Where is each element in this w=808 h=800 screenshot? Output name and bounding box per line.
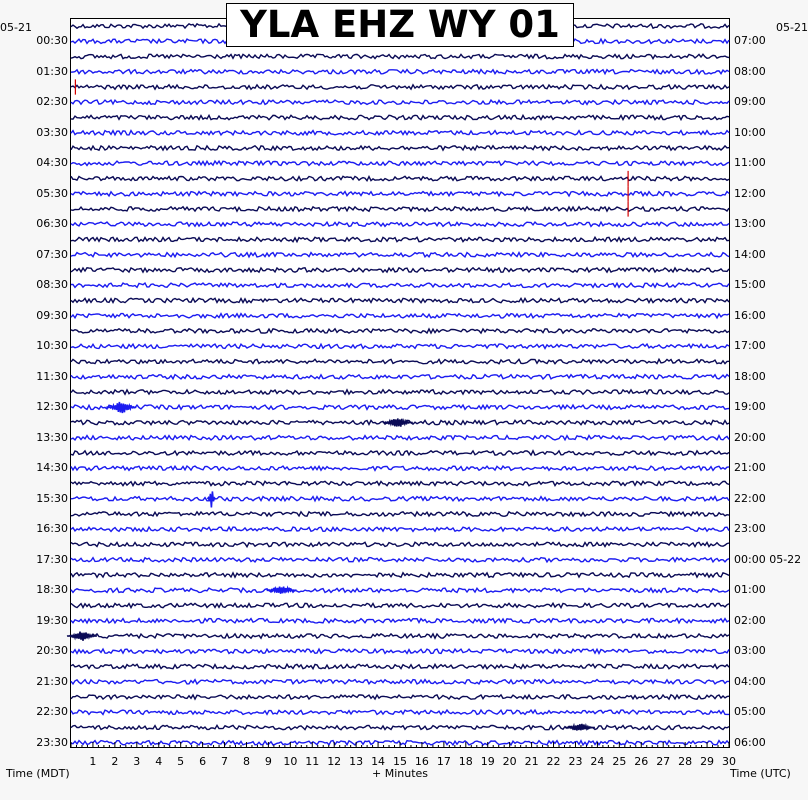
trace-row-25: [71, 390, 729, 394]
x-tick-label: 7: [221, 755, 229, 768]
trace-row-42: [71, 649, 729, 653]
left-time-label: 00:30: [36, 34, 68, 48]
trace-row-18: [71, 283, 729, 287]
right-time-label: 20:00: [734, 430, 766, 444]
right-time-label: 09:00: [734, 95, 766, 109]
trace-row-14: [71, 222, 729, 226]
trace-row-36: [71, 558, 729, 562]
x-tick-label: 26: [634, 755, 649, 768]
trace-row-10: [71, 161, 729, 165]
x-tick-label: 9: [264, 755, 272, 768]
right-time-label: 17:00: [734, 339, 766, 353]
left-time-label: 02:30: [36, 95, 68, 109]
left-time-label: 07:30: [36, 247, 68, 261]
trace-row-35: [71, 542, 729, 546]
right-time-label: 13:00: [734, 217, 766, 231]
trace-row-47: [71, 725, 729, 729]
event-mark-10: [565, 724, 595, 731]
right-time-label: 00:00 05-22: [734, 552, 802, 566]
trace-row-31: [71, 481, 729, 485]
x-tick-label: 12: [327, 755, 342, 768]
right-time-label: 10:00: [734, 125, 766, 139]
trace-row-30: [71, 466, 729, 470]
trace-row-28: [71, 436, 729, 440]
x-axis-title: + Minutes: [372, 767, 429, 780]
left-date-label: 05-21: [0, 21, 32, 34]
trace-row-37: [71, 573, 729, 577]
x-tick-label: 17: [436, 755, 451, 768]
trace-row-12: [71, 192, 729, 196]
x-tick-label: 11: [305, 755, 320, 768]
trace-row-23: [71, 359, 729, 363]
x-tick-label: 5: [177, 755, 185, 768]
x-tick-label: 22: [546, 755, 561, 768]
right-time-label: 16:00: [734, 308, 766, 322]
x-tick-label: 23: [568, 755, 583, 768]
trace-row-7: [71, 115, 729, 119]
x-tick-label: 6: [199, 755, 207, 768]
trace-row-20: [71, 314, 729, 318]
trace-row-17: [71, 268, 729, 272]
x-tick-label: 14: [371, 755, 386, 768]
trace-row-4: [71, 70, 729, 74]
right-time-label: 04:00: [734, 674, 766, 688]
x-tick-label: 25: [612, 755, 627, 768]
right-time-label: 14:00: [734, 247, 766, 261]
right-time-label: 05:00: [734, 705, 766, 719]
left-time-label: 19:30: [36, 613, 68, 627]
x-tick-label: 1: [89, 755, 97, 768]
right-time-label: 15:00: [734, 278, 766, 292]
right-date-mid-label: 05-22: [765, 552, 802, 566]
right-time-label: 21:00: [734, 461, 766, 475]
left-time-label: 22:30: [36, 705, 68, 719]
event-mark-7: [207, 491, 215, 507]
trace-row-34: [71, 527, 729, 531]
left-time-label: 16:30: [36, 522, 68, 536]
trace-row-22: [71, 344, 729, 348]
right-time-label: 08:00: [734, 64, 766, 78]
left-time-label: 18:30: [36, 583, 68, 597]
trace-row-24: [71, 375, 729, 379]
trace-row-6: [71, 100, 729, 104]
trace-row-5: [71, 85, 729, 89]
trace-row-19: [71, 298, 729, 302]
right-time-label: 03:00: [734, 644, 766, 658]
left-time-label: 21:30: [36, 674, 68, 688]
left-time-label: 17:30: [36, 552, 68, 566]
left-time-label: 08:30: [36, 278, 68, 292]
left-time-label: 01:30: [36, 64, 68, 78]
left-time-label: 09:30: [36, 308, 68, 322]
trace-row-3: [71, 54, 729, 58]
right-date-top-label: 05-21: [776, 21, 808, 34]
left-time-label: 05:30: [36, 186, 68, 200]
trace-row-32: [71, 497, 729, 501]
event-mark-9: [67, 632, 97, 641]
right-time-label: 11:00: [734, 156, 766, 170]
x-tick-label: 21: [524, 755, 539, 768]
trace-row-9: [71, 146, 729, 150]
x-tick-label: 16: [414, 755, 429, 768]
trace-row-15: [71, 237, 729, 241]
left-time-label: 23:30: [36, 735, 68, 749]
trace-row-29: [71, 451, 729, 455]
trace-row-26: [71, 405, 729, 409]
right-time-label: 07:00: [734, 34, 766, 48]
x-tick-label: 20: [502, 755, 517, 768]
right-time-label: 02:00: [734, 613, 766, 627]
x-tick-label: 27: [656, 755, 671, 768]
x-tick-label: 3: [133, 755, 141, 768]
trace-row-21: [71, 329, 729, 333]
left-time-label: 12:30: [36, 400, 68, 414]
event-mark-6: [383, 419, 413, 427]
x-tick-label: 15: [393, 755, 407, 768]
left-time-label: 15:30: [36, 491, 68, 505]
x-tick-label: 24: [590, 755, 605, 768]
trace-row-16: [71, 253, 729, 257]
trace-row-38: [71, 588, 729, 592]
trace-row-44: [71, 680, 729, 684]
trace-row-33: [71, 512, 729, 516]
x-tick-label: 10: [283, 755, 298, 768]
x-tick-label: 18: [458, 755, 473, 768]
trace-row-45: [71, 695, 729, 699]
right-time-label: 12:00: [734, 186, 766, 200]
trace-row-13: [71, 207, 729, 211]
left-time-label: 04:30: [36, 156, 68, 170]
x-tick-label: 8: [242, 755, 250, 768]
chart-title: YLA EHZ WY 01: [226, 3, 574, 47]
trace-row-11: [71, 176, 729, 180]
left-time-label: 06:30: [36, 217, 68, 231]
trace-row-40: [71, 619, 729, 623]
right-time-label: 18:00: [734, 369, 766, 383]
right-time-label: 01:00: [734, 583, 766, 597]
x-tick-label: 13: [349, 755, 364, 768]
right-time-label: 22:00: [734, 491, 766, 505]
right-time-label: 19:00: [734, 400, 766, 414]
x-tick-label: 29: [700, 755, 715, 768]
trace-row-46: [71, 710, 729, 714]
trace-row-39: [71, 603, 729, 607]
left-axis-title: Time (MDT): [6, 767, 70, 780]
trace-row-41: [71, 634, 729, 638]
right-axis-title: Time (UTC): [730, 767, 791, 780]
left-time-label: 10:30: [36, 339, 68, 353]
left-time-label: 20:30: [36, 644, 68, 658]
trace-row-43: [71, 664, 729, 668]
trace-row-8: [71, 131, 729, 135]
left-time-label: 14:30: [36, 461, 68, 475]
left-time-label: 11:30: [36, 369, 68, 383]
right-time-label: 23:00: [734, 522, 766, 536]
x-tick-label: 4: [155, 755, 163, 768]
x-tick-label: 2: [111, 755, 119, 768]
right-time-label: 06:00: [734, 735, 766, 749]
x-tick-label: 19: [480, 755, 495, 768]
x-tick-label: 30: [722, 755, 736, 768]
event-mark-5: [106, 402, 136, 413]
left-time-label: 03:30: [36, 125, 68, 139]
x-tick-label: 28: [678, 755, 693, 768]
left-time-label: 13:30: [36, 430, 68, 444]
